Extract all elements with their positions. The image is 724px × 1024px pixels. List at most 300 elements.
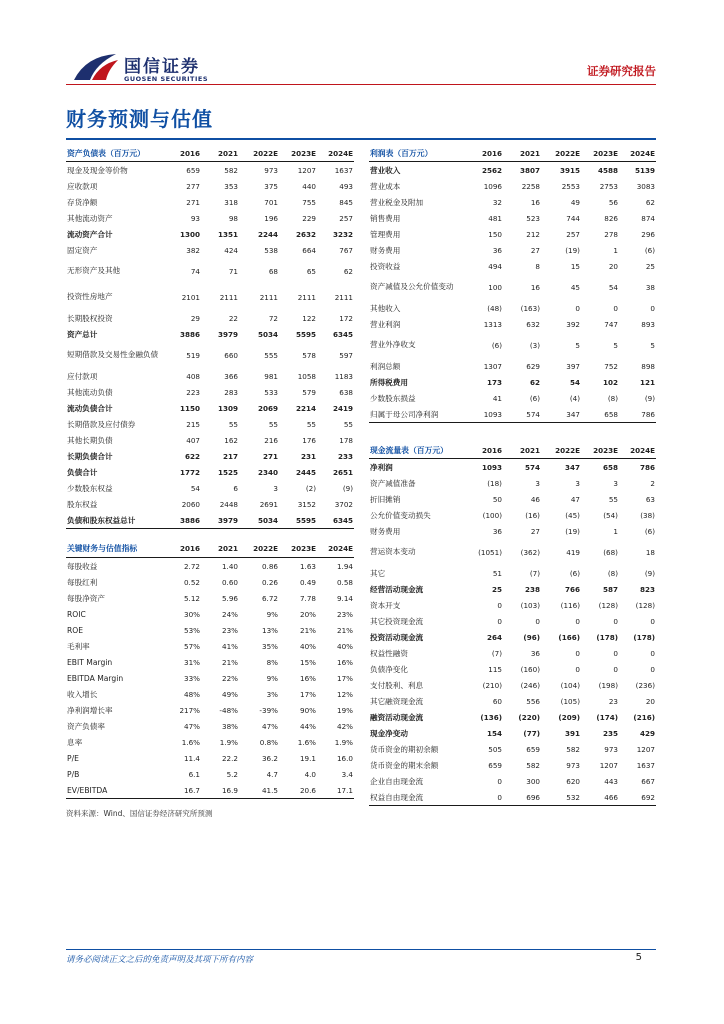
cell-value: (4) — [569, 393, 580, 403]
cell-value: 2244 — [257, 229, 278, 239]
cell-value: 55 — [343, 419, 353, 429]
cell-value: (216) — [633, 712, 655, 722]
cell-value: 48% — [184, 689, 200, 699]
cell-value: 0 — [467, 789, 503, 806]
cell-value: 35% — [262, 641, 278, 651]
cell-value: 0.8% — [259, 737, 278, 747]
cell-value: 375 — [264, 181, 278, 191]
table-row — [369, 693, 656, 709]
cell-value: 18 — [645, 547, 655, 557]
cell-value: 767 — [339, 245, 353, 255]
cell-value: 3915 — [559, 165, 580, 175]
cell-value: 16 — [530, 197, 540, 207]
cell-value: 5 — [575, 340, 580, 350]
column-header: 2023E — [279, 145, 317, 162]
cell-value: 620 — [566, 776, 580, 786]
cell-value: (7) — [491, 648, 502, 658]
row-label: 其它 — [370, 568, 386, 578]
row-label: 长期负债合计 — [67, 451, 113, 461]
cell-value: (210) — [482, 680, 502, 690]
cell-value: 57% — [184, 641, 200, 651]
table-row — [369, 789, 656, 806]
cell-value: 38% — [222, 721, 238, 731]
cell-value: (128) — [598, 600, 618, 610]
cell-value: 440 — [302, 181, 316, 191]
footer-divider — [66, 949, 656, 950]
cell-value: 407 — [186, 435, 200, 445]
row-label: 流动资产合计 — [67, 229, 113, 239]
cell-value: 574 — [503, 406, 541, 423]
table-row — [369, 581, 656, 597]
cell-value: 667 — [641, 776, 655, 786]
table-row — [66, 310, 354, 326]
table-row — [369, 406, 656, 423]
cell-value: 696 — [503, 789, 541, 806]
cell-value: 20.6 — [279, 782, 317, 799]
row-label: 财务费用 — [370, 245, 401, 255]
table-row — [369, 332, 656, 358]
cell-value: 2632 — [295, 229, 316, 239]
cell-value: 0.58 — [336, 577, 353, 587]
cell-value: 36.2 — [261, 753, 278, 763]
cell-value: 574 — [524, 462, 540, 472]
cell-value: 2214 — [295, 403, 316, 413]
cell-value: 8 — [535, 261, 540, 271]
cell-value: 296 — [641, 229, 655, 239]
cell-value: (8) — [607, 393, 618, 403]
cell-value: 20 — [608, 261, 618, 271]
row-label: 企业自由现金流 — [370, 776, 424, 786]
row-label: 财务费用 — [370, 526, 401, 536]
cell-value: 16 — [530, 282, 540, 292]
cell-value: 257 — [566, 229, 580, 239]
cell-value: 3 — [535, 478, 540, 488]
cell-value: 172 — [339, 313, 353, 323]
row-label: 净利润 — [370, 462, 393, 472]
cell-value: 2691 — [259, 499, 278, 509]
cell-value: -39% — [259, 705, 278, 715]
cell-value: (9) — [342, 483, 353, 493]
column-header: 2016 — [467, 442, 503, 459]
cell-value: 30% — [184, 609, 200, 619]
cell-value: 2562 — [481, 165, 502, 175]
cell-value: (166) — [558, 632, 580, 642]
cell-value: 16.9 — [201, 782, 239, 799]
column-header: 2021 — [201, 540, 239, 558]
cell-value: 17.1 — [317, 782, 354, 799]
cell-value: 42% — [337, 721, 353, 731]
cell-value: 9% — [266, 673, 278, 683]
cell-value: 93 — [190, 213, 200, 223]
row-label: 其他长期负债 — [67, 435, 113, 445]
cell-value: 1 — [613, 526, 618, 536]
cell-value: 72 — [268, 313, 278, 323]
table-title: 资产负债表（百万元） — [66, 145, 166, 162]
column-header: 2021 — [503, 442, 541, 459]
cell-value: 65 — [306, 266, 316, 276]
table-row — [66, 590, 354, 606]
cell-value: 392 — [566, 319, 580, 329]
cell-value: (9) — [644, 393, 655, 403]
cell-value: (77) — [523, 728, 540, 738]
row-label: 公允价值变动损失 — [370, 510, 431, 520]
cell-value: 597 — [339, 350, 353, 360]
cell-value: 271 — [186, 197, 200, 207]
table-row — [66, 670, 354, 686]
table-row — [66, 226, 354, 242]
cell-value: 0 — [575, 616, 580, 626]
cell-value: 22 — [228, 313, 238, 323]
cell-value: 55 — [608, 494, 618, 504]
row-label: 投资活动现金流 — [370, 632, 424, 642]
cell-value: 2419 — [332, 403, 353, 413]
table-row — [369, 597, 656, 613]
table-row — [66, 210, 354, 226]
table-row — [369, 523, 656, 539]
cell-value: 0 — [497, 776, 502, 786]
cell-value: 19.1 — [299, 753, 316, 763]
cell-value: 1772 — [179, 467, 200, 477]
cell-value: 2111 — [219, 292, 238, 302]
cell-value: 0.52 — [183, 577, 200, 587]
cell-value: 44% — [300, 721, 316, 731]
cell-value: 1093 — [481, 462, 502, 472]
cell-value: 981 — [264, 371, 278, 381]
cell-value: 429 — [639, 728, 655, 738]
cell-value: 2111 — [297, 292, 316, 302]
cell-value: 443 — [604, 776, 618, 786]
cell-value: 54 — [569, 377, 580, 387]
cell-value: (128) — [635, 600, 655, 610]
cell-value: 658 — [602, 462, 618, 472]
cell-value: 5.12 — [183, 593, 200, 603]
cell-value: 29 — [190, 313, 200, 323]
cell-value: 122 — [302, 313, 316, 323]
cell-value: (163) — [520, 303, 540, 313]
cell-value: 582 — [526, 760, 540, 770]
cell-value: 1637 — [334, 165, 353, 175]
cell-value: 47 — [570, 494, 580, 504]
table-row — [66, 242, 354, 258]
cell-value: 217 — [222, 451, 238, 461]
cell-value: 51 — [492, 568, 502, 578]
cell-value: 3702 — [334, 499, 353, 509]
table-row — [369, 475, 656, 491]
cell-value: 1 — [613, 245, 618, 255]
cell-value: (6) — [491, 340, 502, 350]
row-label: 每股红利 — [67, 577, 98, 587]
table-row — [369, 274, 656, 300]
row-label: 现金及现金等价物 — [67, 165, 128, 175]
cell-value: 3083 — [636, 181, 655, 191]
cell-value: 162 — [224, 435, 238, 445]
cell-value: 16.0 — [336, 753, 353, 763]
cell-value: 556 — [526, 696, 540, 706]
cell-value: 6345 — [317, 512, 354, 529]
cell-value: 4.7 — [266, 769, 278, 779]
row-label: 长期借款及应付债券 — [67, 419, 136, 429]
cell-value: 823 — [639, 584, 655, 594]
cell-value: 532 — [541, 789, 581, 806]
cell-value: 579 — [302, 387, 316, 397]
cell-value: 2448 — [219, 499, 238, 509]
table-title: 利润表（百万元） — [369, 145, 467, 162]
cell-value: 21% — [222, 657, 238, 667]
column-header: 2016 — [166, 145, 201, 162]
row-label: 利润总额 — [370, 361, 401, 371]
row-label: ROIC — [67, 609, 86, 619]
cell-value: 60 — [492, 696, 502, 706]
cell-value: 150 — [488, 229, 502, 239]
cell-value: 121 — [639, 377, 655, 387]
cell-value: 22% — [222, 673, 238, 683]
balance-sheet-table — [66, 145, 354, 529]
table-row — [369, 258, 656, 274]
cell-value: 0 — [575, 664, 580, 674]
cell-value: 1351 — [217, 229, 238, 239]
cell-value: 9% — [266, 609, 278, 619]
cell-value: 2111 — [259, 292, 278, 302]
cell-value: 173 — [486, 377, 502, 387]
table-row — [369, 491, 656, 507]
cell-value: 2060 — [181, 499, 200, 509]
cell-value: 32 — [492, 197, 502, 207]
cell-value: (8) — [607, 568, 618, 578]
cell-value: (6) — [569, 568, 580, 578]
table-row — [66, 400, 354, 416]
cell-value: (136) — [480, 712, 502, 722]
cell-value: -48% — [219, 705, 238, 715]
cell-value: 898 — [641, 361, 655, 371]
cell-value: 366 — [224, 371, 238, 381]
cell-value: 874 — [641, 213, 655, 223]
row-label: 营业外净收支 — [370, 340, 416, 349]
cell-value: 2 — [650, 478, 655, 488]
table-row — [369, 194, 656, 210]
cell-value: 1093 — [467, 406, 503, 423]
row-label: 少数股东权益 — [67, 483, 113, 493]
table-row — [369, 358, 656, 374]
brand-name-cn: 国信证券 — [124, 57, 200, 77]
column-header: 2021 — [201, 145, 239, 162]
row-label: 净利润增长率 — [67, 705, 113, 715]
cell-value: 3.4 — [341, 769, 353, 779]
cell-value: 893 — [641, 319, 655, 329]
cell-value: 55 — [228, 419, 238, 429]
cell-value: 19% — [337, 705, 353, 715]
cell-value: 300 — [526, 776, 540, 786]
cell-value: 71 — [228, 266, 238, 276]
row-label: 其他流动负债 — [67, 387, 113, 397]
cell-value: 15 — [570, 261, 580, 271]
row-label: 货币资金的期初余额 — [370, 744, 439, 754]
cell-value: 62 — [529, 377, 540, 387]
cell-value: 8% — [266, 657, 278, 667]
cell-value: 752 — [604, 361, 618, 371]
cell-value: 786 — [639, 462, 655, 472]
cell-value: (362) — [520, 547, 540, 557]
table-row — [66, 734, 354, 750]
cell-value: 632 — [526, 319, 540, 329]
cell-value: 6.72 — [261, 593, 278, 603]
cell-value: 1309 — [217, 403, 238, 413]
table-row — [66, 384, 354, 400]
row-label: 管理费用 — [370, 229, 401, 239]
report-type: 证券研究报告 — [587, 64, 656, 78]
cell-value: (54) — [603, 510, 618, 520]
table-title: 关键财务与估值指标 — [66, 540, 166, 558]
cell-value: (16) — [525, 510, 540, 520]
cell-value: 277 — [186, 181, 200, 191]
cell-value: 283 — [224, 387, 238, 397]
row-label: 股东权益 — [67, 499, 98, 509]
table-row — [369, 629, 656, 645]
table-row — [66, 480, 354, 496]
cell-value: 493 — [339, 181, 353, 191]
table-row — [369, 210, 656, 226]
row-label: 固定资产 — [67, 245, 98, 255]
cell-value: 5 — [650, 340, 655, 350]
table-row — [66, 432, 354, 448]
cell-value: 0 — [650, 648, 655, 658]
table-row — [66, 284, 354, 310]
cell-value: 215 — [186, 419, 200, 429]
cell-value: 216 — [264, 435, 278, 445]
cell-value: (116) — [560, 600, 580, 610]
table-row — [66, 558, 354, 575]
column-header: 2016 — [166, 540, 201, 558]
cell-value: 3886 — [166, 512, 201, 529]
cell-value: 1.94 — [336, 561, 353, 571]
cell-value: 68 — [268, 266, 278, 276]
cell-value: 16% — [337, 657, 353, 667]
cell-value: 23% — [337, 609, 353, 619]
cell-value: 278 — [604, 229, 618, 239]
cell-value: 229 — [302, 213, 316, 223]
cell-value: 235 — [602, 728, 618, 738]
cell-value: 845 — [339, 197, 353, 207]
cell-value: (6) — [644, 245, 655, 255]
cell-value: 519 — [186, 350, 200, 360]
cell-value: 47% — [184, 721, 200, 731]
cell-value: 2340 — [257, 467, 278, 477]
cell-value: 40% — [300, 641, 316, 651]
cell-value: 25 — [491, 584, 502, 594]
row-label: 负债合计 — [67, 467, 98, 477]
cell-value: 1637 — [636, 760, 655, 770]
cell-value: 0 — [497, 616, 502, 626]
table-row — [66, 368, 354, 384]
cell-value: 231 — [300, 451, 316, 461]
cell-value: 271 — [262, 451, 278, 461]
cell-value: 973 — [604, 744, 618, 754]
cell-value: 11.4 — [183, 753, 200, 763]
cell-value: 0 — [575, 648, 580, 658]
cell-value: (18) — [487, 478, 502, 488]
cell-value: (178) — [633, 632, 655, 642]
table-row — [369, 300, 656, 316]
cell-value: 2069 — [257, 403, 278, 413]
table-header-row — [369, 442, 656, 459]
cell-value: 2111 — [334, 292, 353, 302]
table-row — [66, 448, 354, 464]
row-label: 权益性融资 — [370, 648, 408, 658]
cell-value: 4.0 — [304, 769, 316, 779]
table-row — [66, 496, 354, 512]
table-row — [66, 750, 354, 766]
column-header: 2021 — [503, 145, 541, 162]
cell-value: 16.7 — [166, 782, 201, 799]
cell-value: 100 — [488, 282, 502, 292]
cell-value: 3 — [273, 483, 278, 493]
table-row — [66, 654, 354, 670]
table-row — [66, 702, 354, 718]
cell-value: (105) — [560, 696, 580, 706]
cell-value: 3886 — [179, 329, 200, 339]
cell-value: 36 — [530, 648, 540, 658]
cell-value: 1.40 — [221, 561, 238, 571]
column-header: 2023E — [279, 540, 317, 558]
cell-value: 397 — [566, 361, 580, 371]
cell-value: 102 — [602, 377, 618, 387]
column-header: 2024E — [619, 442, 656, 459]
cell-value: 55 — [306, 419, 316, 429]
row-label: 投资收益 — [370, 261, 401, 271]
table-row — [369, 773, 656, 789]
cell-value: 23 — [608, 696, 618, 706]
cell-value: 1207 — [599, 760, 618, 770]
cell-value: 17% — [300, 689, 316, 699]
row-label: 营运资本变动 — [370, 547, 416, 556]
cell-value: 62 — [645, 197, 655, 207]
cell-value: 0 — [535, 616, 540, 626]
row-label: 流动负债合计 — [67, 403, 113, 413]
cell-value: (104) — [560, 680, 580, 690]
cell-value: 629 — [526, 361, 540, 371]
cell-value: 391 — [564, 728, 580, 738]
page-number: 5 — [635, 952, 642, 963]
cell-value: 54 — [190, 483, 200, 493]
cell-value: 4588 — [597, 165, 618, 175]
table-row — [66, 606, 354, 622]
cell-value: (48) — [487, 303, 502, 313]
cell-value: 36 — [492, 526, 502, 536]
cell-value: 7.78 — [299, 593, 316, 603]
cell-value: 24% — [222, 609, 238, 619]
cell-value: (100) — [482, 510, 502, 520]
cell-value: 638 — [339, 387, 353, 397]
row-label: 少数股东损益 — [370, 393, 416, 403]
cell-value: 582 — [224, 165, 238, 175]
cell-value: 826 — [604, 213, 618, 223]
cell-value: 0 — [575, 303, 580, 313]
cell-value: 755 — [302, 197, 316, 207]
column-header: 2016 — [467, 145, 503, 162]
cell-value: 533 — [264, 387, 278, 397]
cell-value: 154 — [486, 728, 502, 738]
table-row — [66, 416, 354, 432]
cell-value: 6.1 — [188, 769, 200, 779]
table-row — [66, 162, 354, 179]
cell-value: 41% — [222, 641, 238, 651]
cell-value: 5034 — [239, 512, 279, 529]
table-row — [369, 459, 656, 476]
cell-value: 45 — [570, 282, 580, 292]
cell-value: 5595 — [279, 512, 317, 529]
cell-value: 36 — [492, 245, 502, 255]
table-row — [369, 539, 656, 565]
cell-value: 1058 — [297, 371, 316, 381]
